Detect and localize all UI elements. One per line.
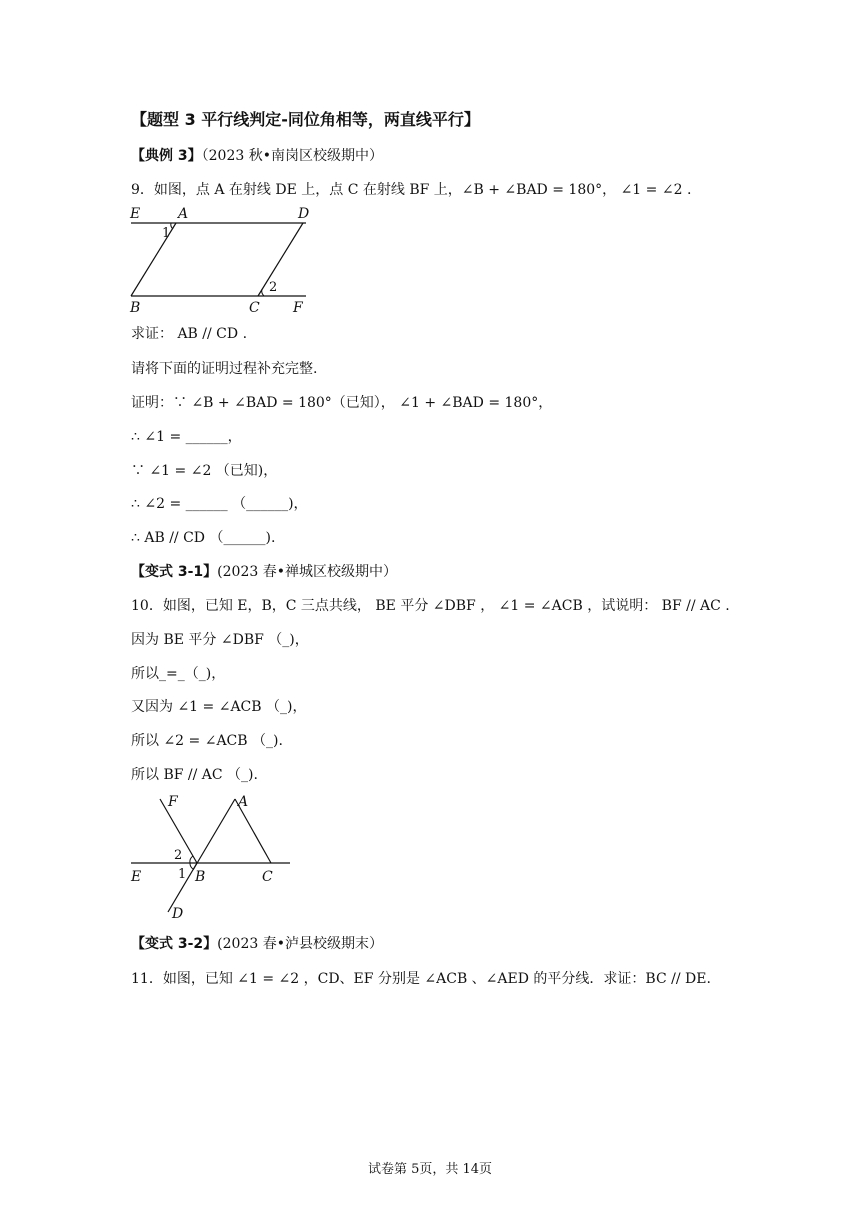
variant32-source: (2023 春•泸县校级期末） [217,936,383,952]
proof-line-1: 证明：∵ ∠B + ∠BAD = 180°（已知）， ∠1 + ∠BAD = 180°， [131,395,553,411]
label-angle-2: 2 [269,280,278,295]
label-F-2: F [168,794,178,810]
figure-parallelogram [128,202,318,317]
label-angle-2-b: 2 [174,848,183,863]
step-line-4: 所以 ∠2 = ∠ACB （_). [131,733,283,749]
label-E-2: E [131,869,142,885]
label-D-2: D [172,906,184,922]
label-C: C [249,300,260,316]
step-line-2: 所以_=_（_)， [131,666,226,682]
step-line-3: 又因为 ∠1 = ∠ACB （_)， [131,699,307,715]
label-B-2: B [195,869,206,885]
proof-line-4: ∴ ∠2 = ______ （______)， [131,496,308,512]
proof-line-3: ∵ ∠1 = ∠2 （已知)， [131,463,278,479]
example3-source: （2023 秋•南岗区校级期中） [201,148,383,164]
label-E: E [130,206,141,222]
label-angle-1-b: 1 [178,867,187,882]
label-F: F [293,300,303,316]
figure-triangle [128,792,298,922]
proof-line-5: ∴ AB // CD （______). [131,530,276,546]
label-B: B [130,300,141,316]
instruction: 请将下面的证明过程补充完整. [131,361,318,377]
variant31-source: (2023 春•禅城区校级期中） [217,564,397,580]
example3-header [131,146,383,166]
label-A: A [178,206,189,222]
label-C-2: C [262,869,273,885]
proof-line-2: ∴ ∠1 = ______， [131,429,242,445]
problem-9-text: 9．如图，点 A 在射线 DE 上，点 C 在射线 BF 上，∠B + ∠BAD = 180°， ∠1 = ∠2 . [131,182,692,198]
example3-tag: 【典例 3】 [131,148,202,164]
section-title: 【题型 3 平行线判定-同位角相等，两直线平行】 [131,110,480,129]
problem-11-text: 11．如图，已知 ∠1 = ∠2 ，CD、EF 分别是 ∠ACB 、∠AED 的平分线．求证：BC // DE. [131,971,711,987]
variant32-header [131,934,383,954]
page-footer: 试卷第 5页，共 14页 [367,1162,493,1177]
label-A-2: A [238,794,249,810]
problem-10-text: 10．如图，已知 E，B，C 三点共线， BE 平分 ∠DBF ， ∠1 = ∠ACB ，试说明： BF // AC . [131,598,730,614]
label-angle-1: 1 [162,226,171,241]
step-line-5: 所以 BF // AC （_). [131,767,258,783]
variant31-tag: 【变式 3-1】 [131,564,218,580]
step-line-1: 因为 BE 平分 ∠DBF （_)， [131,632,309,648]
label-D: D [298,206,310,222]
variant31-header [131,562,397,582]
variant32-tag: 【变式 3-2】 [131,936,218,952]
prove-statement: 求证： AB // CD . [131,326,248,342]
